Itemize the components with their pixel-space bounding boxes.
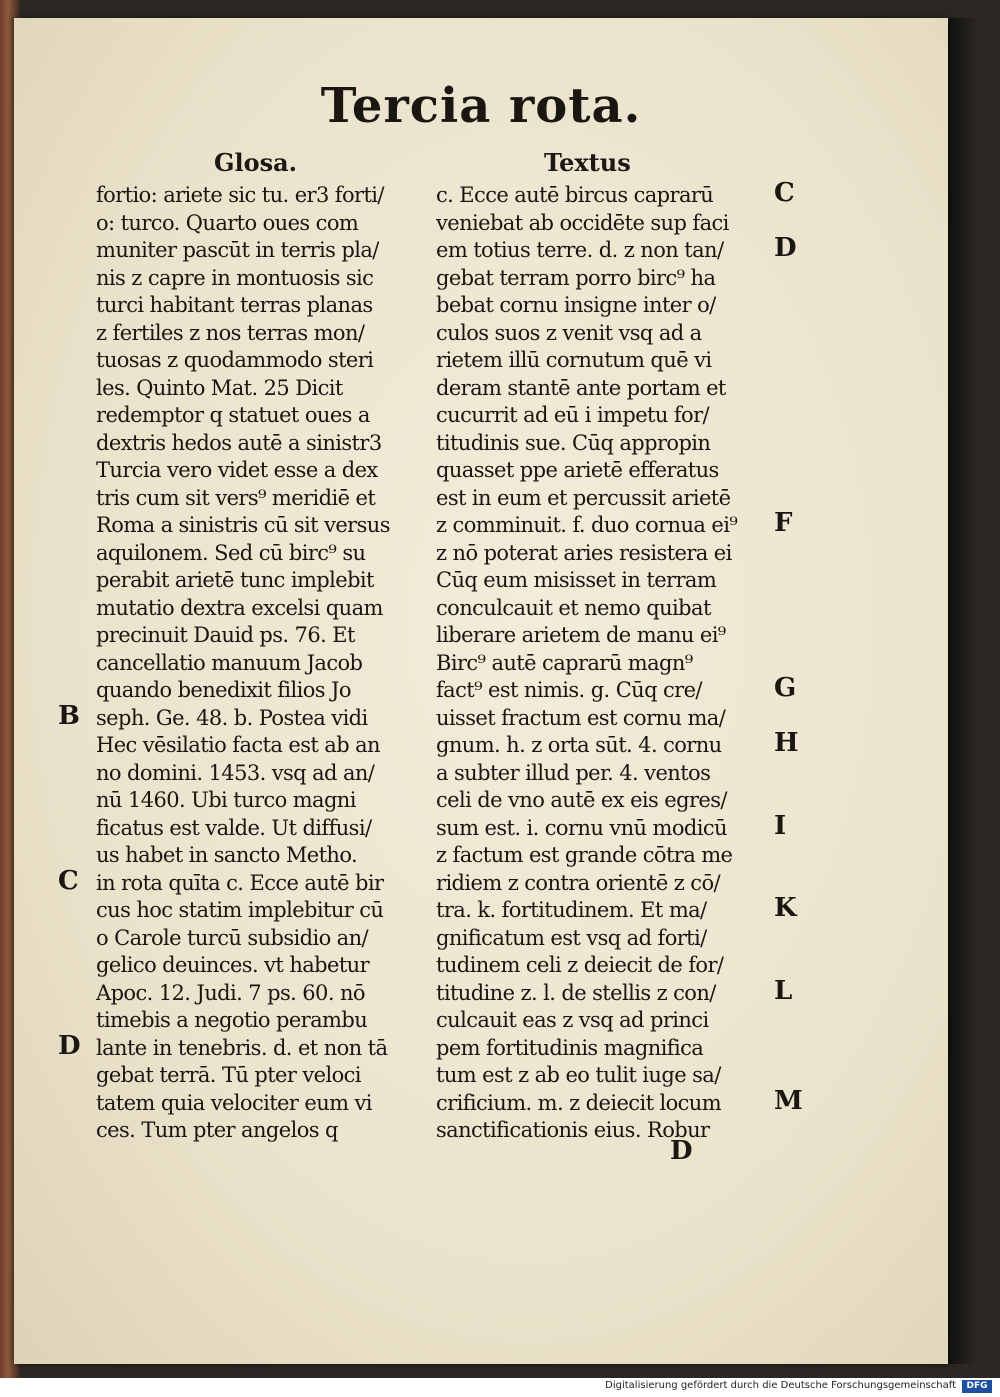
text-line: timebis a negotio perambu	[96, 1008, 368, 1032]
margin-marker: I	[774, 810, 787, 841]
text-line: gelico deuinces. vt habetur	[96, 953, 370, 977]
text-line: seph. Ge. 48. b. Postea vidi	[96, 705, 368, 730]
text-line: celi de vno autē ex eis egres/	[436, 788, 727, 812]
text-line: redemptor q statuet oues a	[96, 403, 370, 427]
gloss-column	[96, 182, 426, 1145]
text-line: z fertiles z nos terras mon/	[96, 320, 365, 345]
margin-marker: G	[774, 673, 797, 703]
text-line: perabit arietē tunc implebit	[96, 568, 374, 592]
text-line: conculcauit et nemo quibat	[436, 595, 711, 620]
text-line: precinuit Dauid ps. 76. Et	[96, 623, 355, 647]
text-line: lante in tenebris. d. et non tā	[96, 1035, 388, 1060]
text-line: liberare arietem de manu ei⁹	[436, 623, 726, 647]
margin-marker: D	[774, 233, 797, 263]
margin-marker: L	[774, 975, 793, 1006]
digitization-footer	[0, 1378, 1000, 1397]
text-line: dextris hedos autē a sinistr3	[96, 430, 382, 455]
text-line: gnificatum est vsq ad forti/	[436, 925, 707, 950]
text-line: cancellatio manuum Jacob	[96, 650, 363, 675]
text-line: o: turco. Quarto oues com	[96, 210, 359, 235]
text-line: Apoc. 12. Judi. 7 ps. 60. nō	[96, 980, 365, 1005]
text-line: Hec vēsilatio facta est ab an	[96, 733, 380, 757]
dfg-logo: DFG	[962, 1380, 992, 1393]
text-line: in rota quīta c. Ecce autē bir	[96, 870, 384, 895]
text-line: mutatio dextra excelsi quam	[96, 595, 383, 620]
text-line: cus hoc statim implebitur cū	[96, 898, 384, 922]
text-line: turci habitant terras planas	[96, 293, 373, 317]
margin-marker: F	[774, 508, 793, 538]
text-line: fortio: ariete sic tu. er3 forti/	[96, 183, 384, 207]
text-line: est in eum et percussit arietē	[436, 485, 731, 510]
text-line: Cūq eum misisset in terram	[436, 568, 717, 592]
book-page	[14, 18, 948, 1364]
text-line: aquilonem. Sed cū birc⁹ su	[96, 540, 366, 565]
text-line: nū 1460. Ubi turco magni	[96, 788, 356, 812]
text-line: ficatus est valde. Ut diffusi/	[96, 815, 372, 840]
text-line: deram stantē ante portam et	[436, 375, 726, 400]
text-line: quando benedixit filios Jo	[96, 678, 351, 702]
text-line: veniebat ab occidēte sup faci	[436, 210, 729, 235]
text-line: gnum. h. z orta sūt. 4. cornu	[436, 733, 722, 757]
text-column	[436, 182, 776, 1145]
text-line: cucurrit ad eū i impetu for/	[436, 403, 710, 427]
text-line: tris cum sit vers⁹ meridiē et	[96, 485, 376, 510]
running-head: Tercia rota.	[320, 78, 642, 134]
text-line: no domini. 1453. vsq ad an/	[96, 760, 375, 785]
text-line: o Carole turcū subsidio an/	[96, 925, 369, 950]
text-line: gebat terram porro birc⁹ ha	[436, 265, 716, 290]
text-line: Roma a sinistris cū sit versus	[96, 513, 390, 537]
margin-marker: D	[58, 1030, 81, 1061]
margin-marker: H	[774, 728, 799, 758]
text-line: crificium. m. z deiecit locum	[436, 1090, 722, 1115]
funding-note: Digitalisierung gefördert durch die Deutsche Forschungsgemeinschaft	[605, 1380, 956, 1391]
text-line: nis z capre in montuosis sic	[96, 265, 374, 290]
text-line: Birc⁹ autē caprarū magn⁹	[436, 650, 693, 675]
text-line: em totius terre. d. z non tan/	[436, 238, 724, 262]
text-line: les. Quinto Mat. 25 Dicit	[96, 375, 343, 400]
text-line: titudine z. l. de stellis z con/	[436, 980, 716, 1005]
text-line: tudinem celi z deiecit de for/	[436, 953, 724, 977]
text-line: fact⁹ est nimis. g. Cūq cre/	[436, 678, 702, 702]
text-line: sum est. i. cornu vnū modicū	[436, 815, 727, 840]
margin-marker: C	[58, 865, 79, 896]
margin-marker: B	[58, 700, 80, 731]
text-line: muniter pascūt in terris pla/	[96, 238, 379, 262]
page-shadow	[948, 18, 978, 1364]
text-line: z factum est grande cōtra me	[436, 843, 733, 867]
text-line: tatem quia velociter eum vi	[96, 1090, 372, 1115]
text-line: pem fortitudinis magnifica	[436, 1035, 704, 1060]
text-line: quasset ppe arietē efferatus	[436, 458, 719, 482]
margin-marker: C	[774, 178, 795, 208]
text-line: culos suos z venit vsq ad a	[436, 320, 702, 345]
catchword: D	[670, 1136, 693, 1166]
text-line: ces. Tum pter angelos q	[96, 1118, 338, 1142]
text-line: tum est z ab eo tulit iuge sa/	[436, 1063, 721, 1087]
margin-marker: K	[774, 893, 797, 923]
text-line: z nō poterat aries resistera ei	[436, 540, 732, 565]
text-line: us habet in sancto Metho.	[96, 843, 358, 867]
margin-marker: M	[774, 1085, 803, 1116]
text-line: c. Ecce autē bircus caprarū	[436, 183, 714, 207]
text-line: z comminuit. f. duo cornua ei⁹	[436, 513, 738, 537]
text-line: a subter illud per. 4. ventos	[436, 760, 711, 785]
text-line: uisset fractum est cornu ma/	[436, 705, 726, 730]
text-line: Turcia vero videt esse a dex	[96, 458, 378, 482]
text-line: tuosas z quodammodo steri	[96, 348, 374, 372]
text-line: bebat cornu insigne inter o/	[436, 293, 716, 317]
text-line: titudinis sue. Cūq appropin	[436, 430, 711, 455]
right-column-heading: Textus	[544, 148, 631, 177]
text-line: rietem illū cornutum quē vi	[436, 348, 712, 372]
text-line: culcauit eas z vsq ad princi	[436, 1008, 709, 1032]
text-line: sanctificationis eius. Robur	[436, 1118, 710, 1142]
left-column-heading: Glosa.	[214, 148, 298, 177]
text-line: ridiem z contra orientē z cō/	[436, 870, 720, 895]
text-line: tra. k. fortitudinem. Et ma/	[436, 898, 707, 922]
text-line: gebat terrā. Tū pter veloci	[96, 1063, 361, 1087]
